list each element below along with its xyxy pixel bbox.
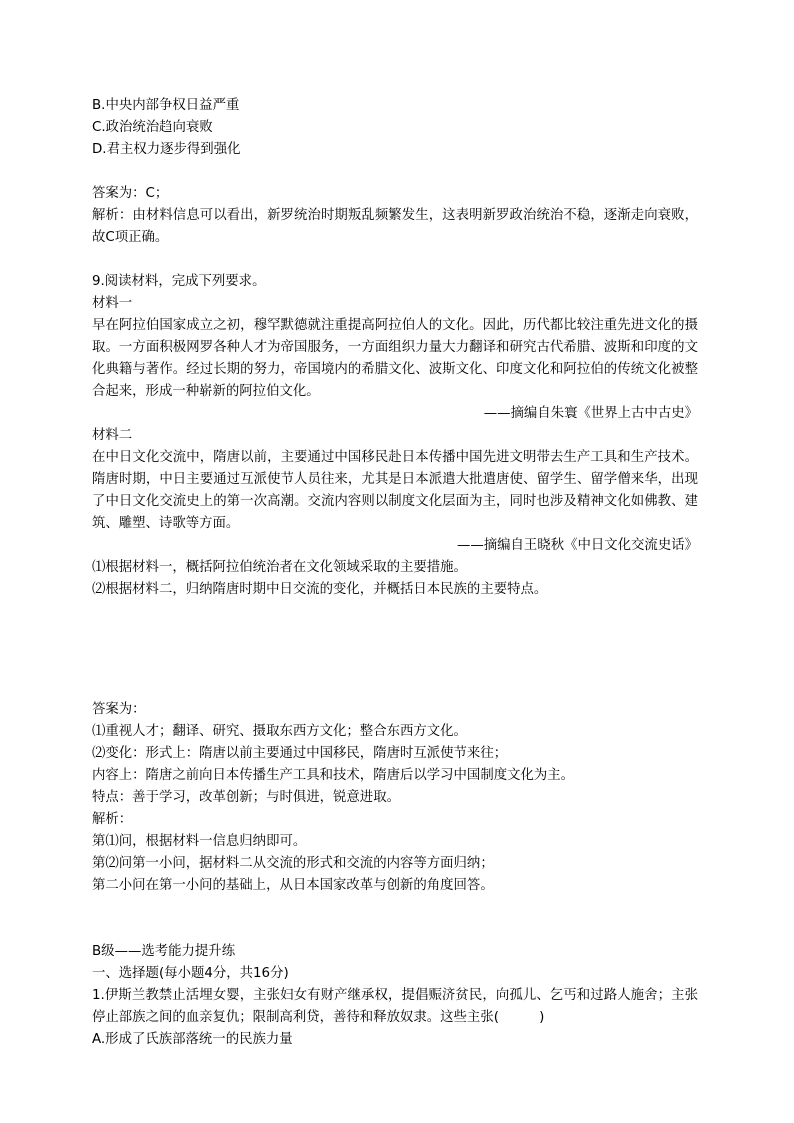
- section-b-title: B级——选考能力提升练: [92, 944, 236, 959]
- analysis-paragraph: 解析：由材料信息可以看出，新罗统治时期叛乱频繁发生，这表明新罗政治统治不稳，逐渐走向衰败，故C项正确。: [92, 208, 698, 245]
- section-b-part: 一、选择题(每小题4分，共16分): [92, 966, 289, 981]
- answer-label: 答案为：: [92, 702, 146, 717]
- section-b-question-1: 1.伊斯兰教禁止活埋女婴，主张妇女有财产继承权，提倡赈济贫民，向孤儿、乞丐和过路人施舍；主张停止部族之间的血亲复仇；限制高利贷，善待和释放奴隶。这些主张( ): [92, 988, 698, 1025]
- analysis-1: 第⑴问，根据材料一信息归纳即可。: [92, 834, 307, 849]
- answer-space: [92, 601, 698, 699]
- option-d: D.君主权力逐步得到强化: [92, 142, 241, 157]
- material-2-title: 材料二: [92, 428, 133, 443]
- option-c: C.政治统治趋向衰败: [92, 120, 213, 135]
- requirement-1: ⑴根据材料一，概括阿拉伯统治者在文化领域采取的主要措施。: [92, 560, 467, 575]
- section-b-option-a: A.形成了氏族部落统一的民族力量: [92, 1032, 293, 1047]
- answer-1: ⑴重视人才；翻译、研究、摄取东西方文化；整合东西方文化。: [92, 724, 467, 739]
- analysis-3: 第二小问在第一小问的基础上，从日本国家改革与创新的角度回答。: [92, 878, 494, 893]
- material-2-source: ——摘编自王晓秋《中日文化交流史话》: [456, 538, 698, 553]
- answer-2-content: 内容上：隋唐之前向日本传播生产工具和技术，隋唐后以学习中国制度文化为主。: [92, 768, 575, 783]
- answer-2-form: ⑵变化：形式上：隋唐以前主要通过中国移民，隋唐时互派使节来往；: [92, 746, 508, 761]
- material-1-source: ——摘编自朱寰《世界上古中古史》: [483, 406, 698, 421]
- material-1-text: 早在阿拉伯国家成立之初，穆罕默德就注重提高阿拉伯人的文化。因此，历代都比较注重先进文化的摄取。一方面积极网罗各种人才为帝国服务，一方面组织力量大力翻译和研究古代希腊、波斯和印度的文化典籍与著作。经过长期的努力，帝国境内的希腊文化、波斯文化、印度文化和阿拉伯的传统文化被整合起来，形成一种崭新的阿拉伯文化。: [92, 318, 698, 399]
- answer-line: 答案为：C；: [92, 186, 169, 201]
- material-1-title: 材料一: [92, 296, 133, 311]
- analysis-2: 第⑵问第一小问，据材料二从交流的形式和交流的内容等方面归纳；: [92, 856, 494, 871]
- spacer: [92, 161, 698, 183]
- material-2-text: 在中日文化交流中，隋唐以前，主要通过中国移民赴日本传播中国先进文明带去生产工具和生产技术。隋唐时期，中日主要通过互派使节人员往来，尤其是日本派遣大批遣唐使、留学生、留学僧来华，出现了中日文化交流史上的第一次高潮。交流内容则以制度文化层面为主，同时也涉及精神文化如佛教、建筑、雕塑、诗歌等方面。: [92, 450, 698, 531]
- document-body: [92, 95, 698, 1051]
- question-9-stem: 9.阅读材料，完成下列要求。: [92, 274, 266, 289]
- section-spacer: [92, 897, 698, 941]
- answer-2-trait: 特点：善于学习，改革创新；与时俱进，锐意进取。: [92, 790, 400, 805]
- analysis-label: 解析：: [92, 812, 133, 827]
- spacer: [92, 249, 698, 271]
- requirement-2: ⑵根据材料二，归纳隋唐时期中日交流的变化，并概括日本民族的主要特点。: [92, 582, 548, 597]
- option-b: B.中央内部争权日益严重: [92, 98, 240, 113]
